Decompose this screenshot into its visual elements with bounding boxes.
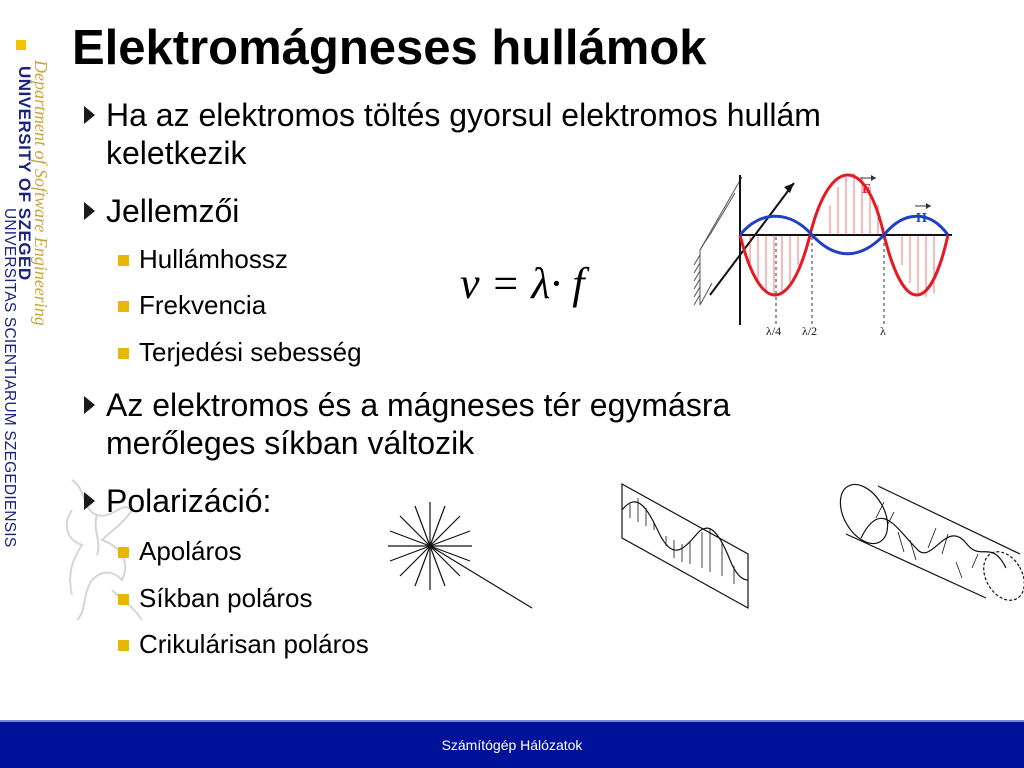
slide-title: Elektromágneses hullámok [72,21,707,75]
sub-bullet-square-icon [118,594,129,605]
bullet-arrow-icon [80,104,100,126]
footer [0,722,1024,768]
bullet-arrow-icon [80,490,100,512]
sub-item-label: Frekvencia [139,290,267,320]
university-name: UNIVERSITY OF SZEGED [15,66,34,281]
linear-polarization-diagram [618,480,753,610]
bullet-polarization [80,482,271,520]
sub-bullet-square-icon [118,255,129,266]
university-latin-name: UNIVERSITAS SCIENTIARUM SZEGEDIENSIS [1,208,18,548]
sub-bullet-square-icon [118,547,129,558]
h-field-label: H [916,211,927,226]
sub-item-frequency [118,290,266,320]
bullet-text: Jellemzői [106,193,240,229]
sub-item-circular [118,629,369,659]
sub-item-linear [118,583,312,613]
sub-item-label: Crikulárisan poláros [139,629,369,659]
sidebar-square-icon [16,40,26,50]
sub-bullet-square-icon [118,640,129,651]
bullet-arrow-icon [80,200,100,222]
em-wave-diagram [690,165,960,340]
bullet-text-line1: Az elektromos és a mágneses tér egymásra [106,387,731,423]
sub-bullet-square-icon [118,348,129,359]
sub-item-wavelength [118,244,288,274]
sub-item-label: Hullámhossz [139,244,288,274]
bullet-characteristics [80,192,239,230]
lambda-half-label: λ/2 [802,324,818,338]
bullet-text-line1: Ha az elektromos töltés gyorsul elektromos hullám [106,97,821,133]
department-name: Department of Software Engineering [31,60,51,326]
bullet-arrow-icon [80,394,100,416]
sub-item-unpolarized [118,536,242,566]
sub-item-label: Terjedési sebesség [139,337,362,367]
sub-item-label: Apoláros [139,536,242,566]
unpolarized-light-diagram [380,498,535,610]
bullet-text-line2: merőleges síkban változik [106,425,475,461]
footer-text: Számítógép Hálózatok [441,737,583,753]
circular-polarization-diagram [836,478,1024,604]
e-field-label: E [862,182,872,197]
bullet-acceleration [80,96,821,172]
bullet-text-line2: keletkezik [106,135,247,171]
sub-bullet-square-icon [118,301,129,312]
lambda-label: λ [880,324,886,338]
bullet-text: Polarizáció: [106,483,272,519]
lambda-quarter-label: λ/4 [766,324,782,338]
sub-item-label: Síkban poláros [139,583,313,613]
wave-formula: v = λ· f [460,259,585,308]
bullet-perpendicular-fields [80,386,730,462]
sub-item-speed [118,337,362,367]
